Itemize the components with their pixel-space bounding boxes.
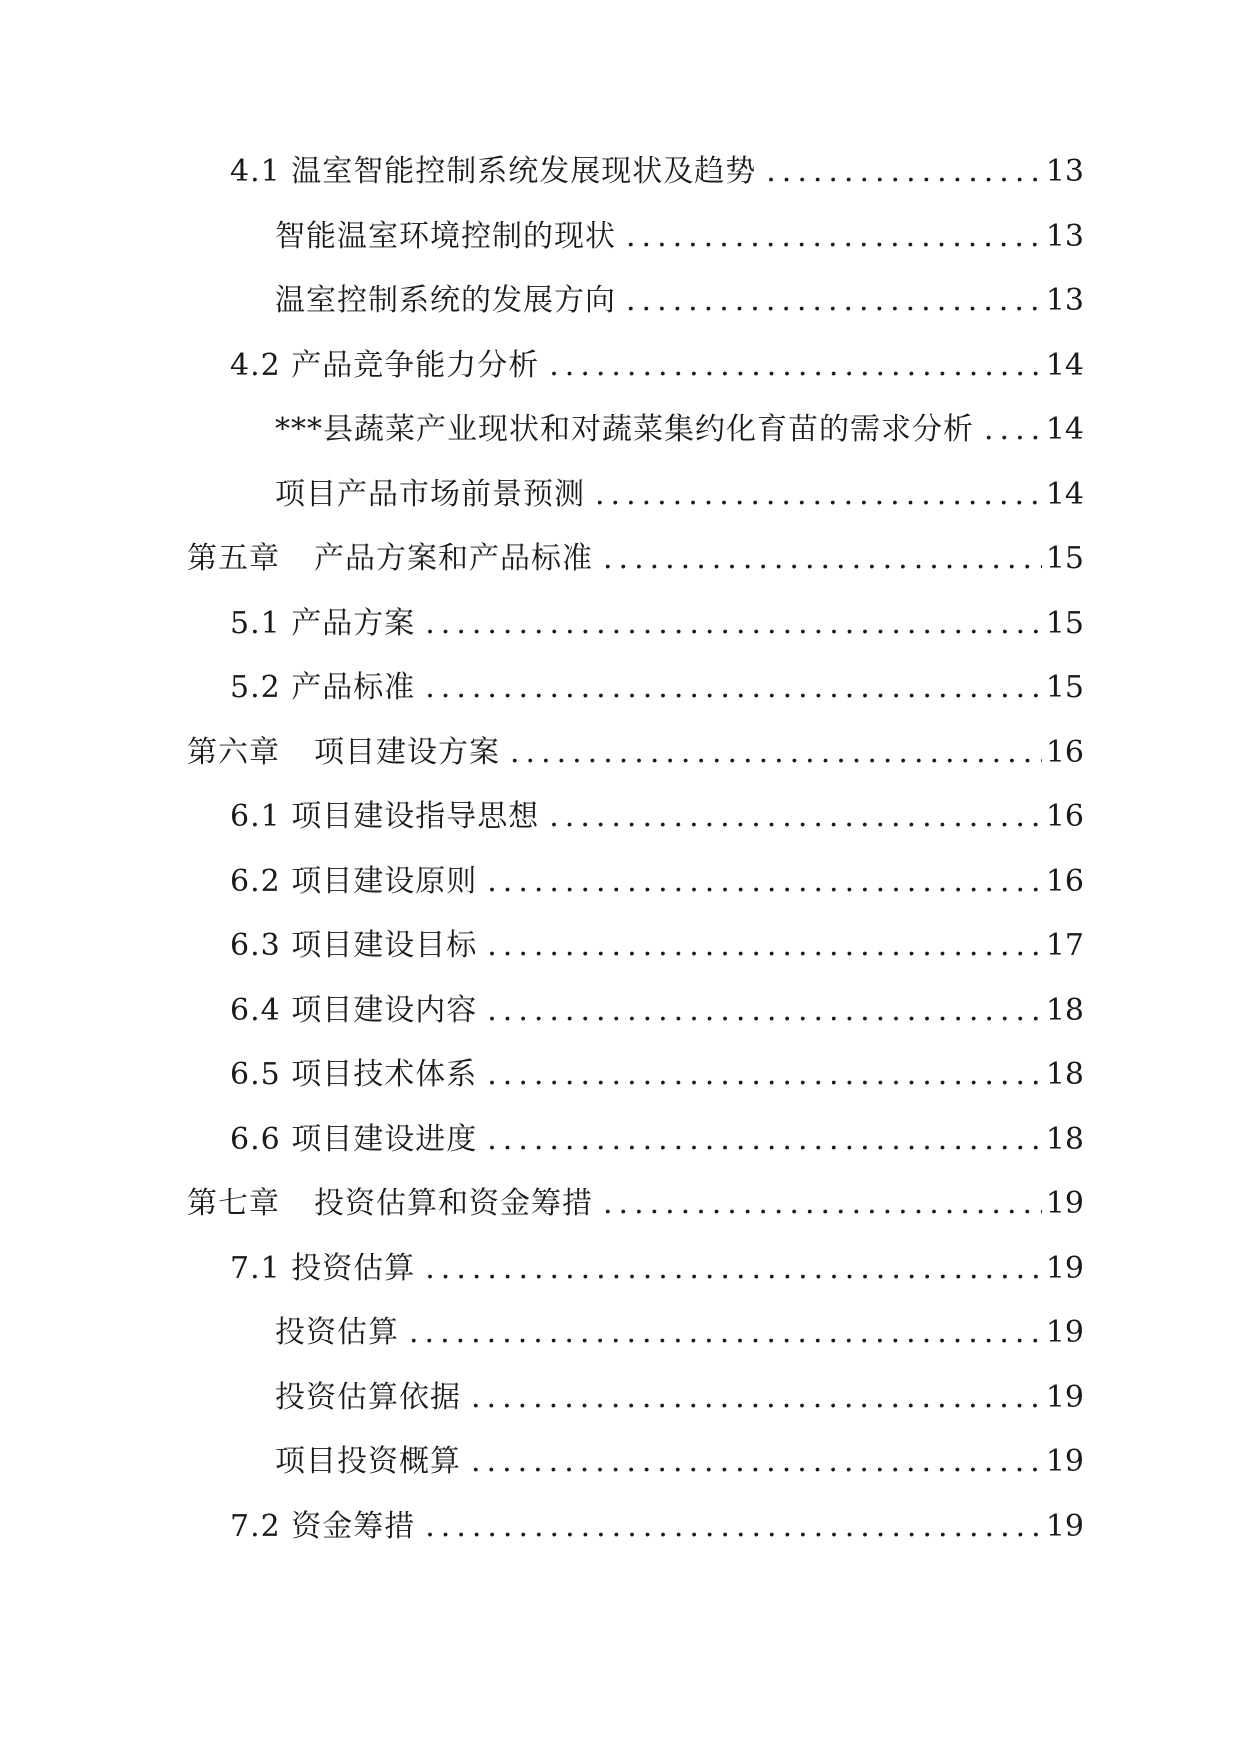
toc-dot-leader — [595, 475, 1042, 515]
toc-entry-title: 4.2 产品竞争能力分析 — [230, 347, 540, 383]
toc-page-number: 16 — [1045, 863, 1084, 899]
toc-dot-leader — [471, 1378, 1042, 1418]
toc-entry[interactable] — [275, 1378, 1084, 1418]
toc-page-number: 16 — [1045, 734, 1084, 770]
toc-dot-leader — [487, 1055, 1042, 1095]
toc-entry-title: 6.2 项目建设原则 — [230, 863, 478, 899]
toc-entry[interactable] — [275, 217, 1084, 257]
toc-entry-title: 项目投资概算 — [275, 1444, 461, 1479]
toc-entry-title: 7.1 投资估算 — [230, 1250, 416, 1286]
toc-entry[interactable] — [230, 1507, 1084, 1547]
toc-page-number: 16 — [1045, 799, 1084, 834]
toc-page-number: 17 — [1045, 928, 1084, 963]
toc-dot-leader — [425, 1507, 1042, 1547]
toc-entry[interactable] — [275, 475, 1084, 515]
toc-page-number: 13 — [1045, 218, 1084, 254]
toc-page-number: 19 — [1045, 1508, 1084, 1544]
toc-page-number: 15 — [1045, 541, 1084, 576]
toc-page-number: 19 — [1045, 1186, 1084, 1221]
toc-page-number: 18 — [1045, 992, 1084, 1028]
toc-entry-title: 6.3 项目建设目标 — [230, 928, 478, 963]
toc-entry-title: ***县蔬菜产业现状和对蔬菜集约化育苗的需求分析 — [275, 412, 974, 447]
toc-entry[interactable] — [230, 1249, 1084, 1289]
toc-page-number: 18 — [1045, 1121, 1084, 1157]
toc-chapter-number: 第七章 — [187, 1186, 280, 1221]
toc-page-number: 19 — [1045, 1444, 1084, 1479]
toc-page-number: 14 — [1045, 412, 1084, 447]
toc-dot-leader — [487, 1120, 1042, 1160]
toc-entry[interactable] — [275, 1442, 1084, 1482]
toc-entry[interactable] — [187, 1184, 1084, 1224]
toc-entry[interactable] — [230, 991, 1084, 1031]
toc-entry[interactable] — [187, 733, 1084, 773]
toc-dot-leader — [626, 217, 1042, 257]
toc-dot-leader — [471, 1442, 1042, 1482]
toc-entry-title: 温室控制系统的发展方向 — [275, 283, 616, 318]
toc-dot-leader — [425, 604, 1042, 644]
toc-chapter-title: 投资估算和资金筹措 — [314, 1186, 593, 1221]
toc-dot-leader — [510, 733, 1042, 773]
toc-entry-title: 6.5 项目技术体系 — [230, 1057, 478, 1092]
toc-dot-leader — [626, 281, 1042, 321]
toc-entry-title: 5.2 产品标准 — [230, 670, 416, 705]
toc-page-number: 14 — [1045, 476, 1084, 512]
toc-dot-leader — [766, 152, 1042, 192]
toc-entry[interactable] — [230, 926, 1084, 966]
toc-entry-title: 5.1 产品方案 — [230, 605, 416, 641]
toc-entry-title: 7.2 资金筹措 — [230, 1508, 416, 1544]
toc-entry-title: 投资估算 — [275, 1315, 399, 1350]
toc-entry[interactable] — [230, 1055, 1084, 1095]
toc-page-number: 13 — [1045, 154, 1084, 189]
toc-chapter-number: 第五章 — [187, 541, 280, 576]
toc-dot-leader — [603, 539, 1042, 579]
toc-entry[interactable] — [275, 1313, 1084, 1353]
toc-dot-leader — [425, 1249, 1042, 1289]
toc-page-number: 19 — [1045, 1250, 1084, 1286]
toc-dot-leader — [487, 862, 1042, 902]
toc-entry-title: 6.6 项目建设进度 — [230, 1121, 478, 1157]
toc-entry-title — [187, 733, 500, 773]
toc-entry[interactable] — [230, 668, 1084, 708]
toc-entry[interactable] — [230, 152, 1084, 192]
toc-page-number: 13 — [1045, 283, 1084, 318]
toc-page-number: 15 — [1045, 605, 1084, 641]
toc-page-number: 15 — [1045, 670, 1084, 705]
toc-entry[interactable] — [275, 281, 1084, 321]
toc-entry-title: 项目产品市场前景预测 — [275, 476, 585, 512]
toc-dot-leader — [603, 1184, 1042, 1224]
toc-entry[interactable] — [230, 346, 1084, 386]
toc-entry[interactable] — [230, 797, 1084, 837]
toc-entry-title: 4.1 温室智能控制系统发展现状及趋势 — [230, 154, 757, 189]
toc-entry[interactable] — [230, 862, 1084, 902]
toc-entry-title: 投资估算依据 — [275, 1379, 461, 1415]
toc-page-number: 18 — [1045, 1057, 1084, 1092]
toc-dot-leader — [549, 346, 1042, 386]
toc-dot-leader — [487, 926, 1042, 966]
toc-entry-title — [187, 539, 593, 579]
toc-entry[interactable] — [187, 539, 1084, 579]
toc-dot-leader — [409, 1313, 1042, 1353]
toc-chapter-title: 产品方案和产品标准 — [314, 541, 593, 576]
toc-entry-title: 6.4 项目建设内容 — [230, 992, 478, 1028]
toc-entry-title: 智能温室环境控制的现状 — [275, 218, 616, 254]
toc-entry-title: 6.1 项目建设指导思想 — [230, 799, 540, 834]
toc-entry[interactable] — [230, 1120, 1084, 1160]
toc-dot-leader — [984, 410, 1042, 450]
toc-entry[interactable] — [230, 604, 1084, 644]
toc-entry-title — [187, 1184, 593, 1224]
toc-entry[interactable] — [275, 410, 1084, 450]
toc-dot-leader — [549, 797, 1042, 837]
toc-page-number: 19 — [1045, 1315, 1084, 1350]
toc-page-number: 19 — [1045, 1379, 1084, 1415]
toc-dot-leader — [425, 668, 1042, 708]
toc-dot-leader — [487, 991, 1042, 1031]
toc-page-number: 14 — [1045, 347, 1084, 383]
toc-chapter-title: 项目建设方案 — [314, 734, 500, 770]
toc-chapter-number: 第六章 — [187, 734, 280, 770]
